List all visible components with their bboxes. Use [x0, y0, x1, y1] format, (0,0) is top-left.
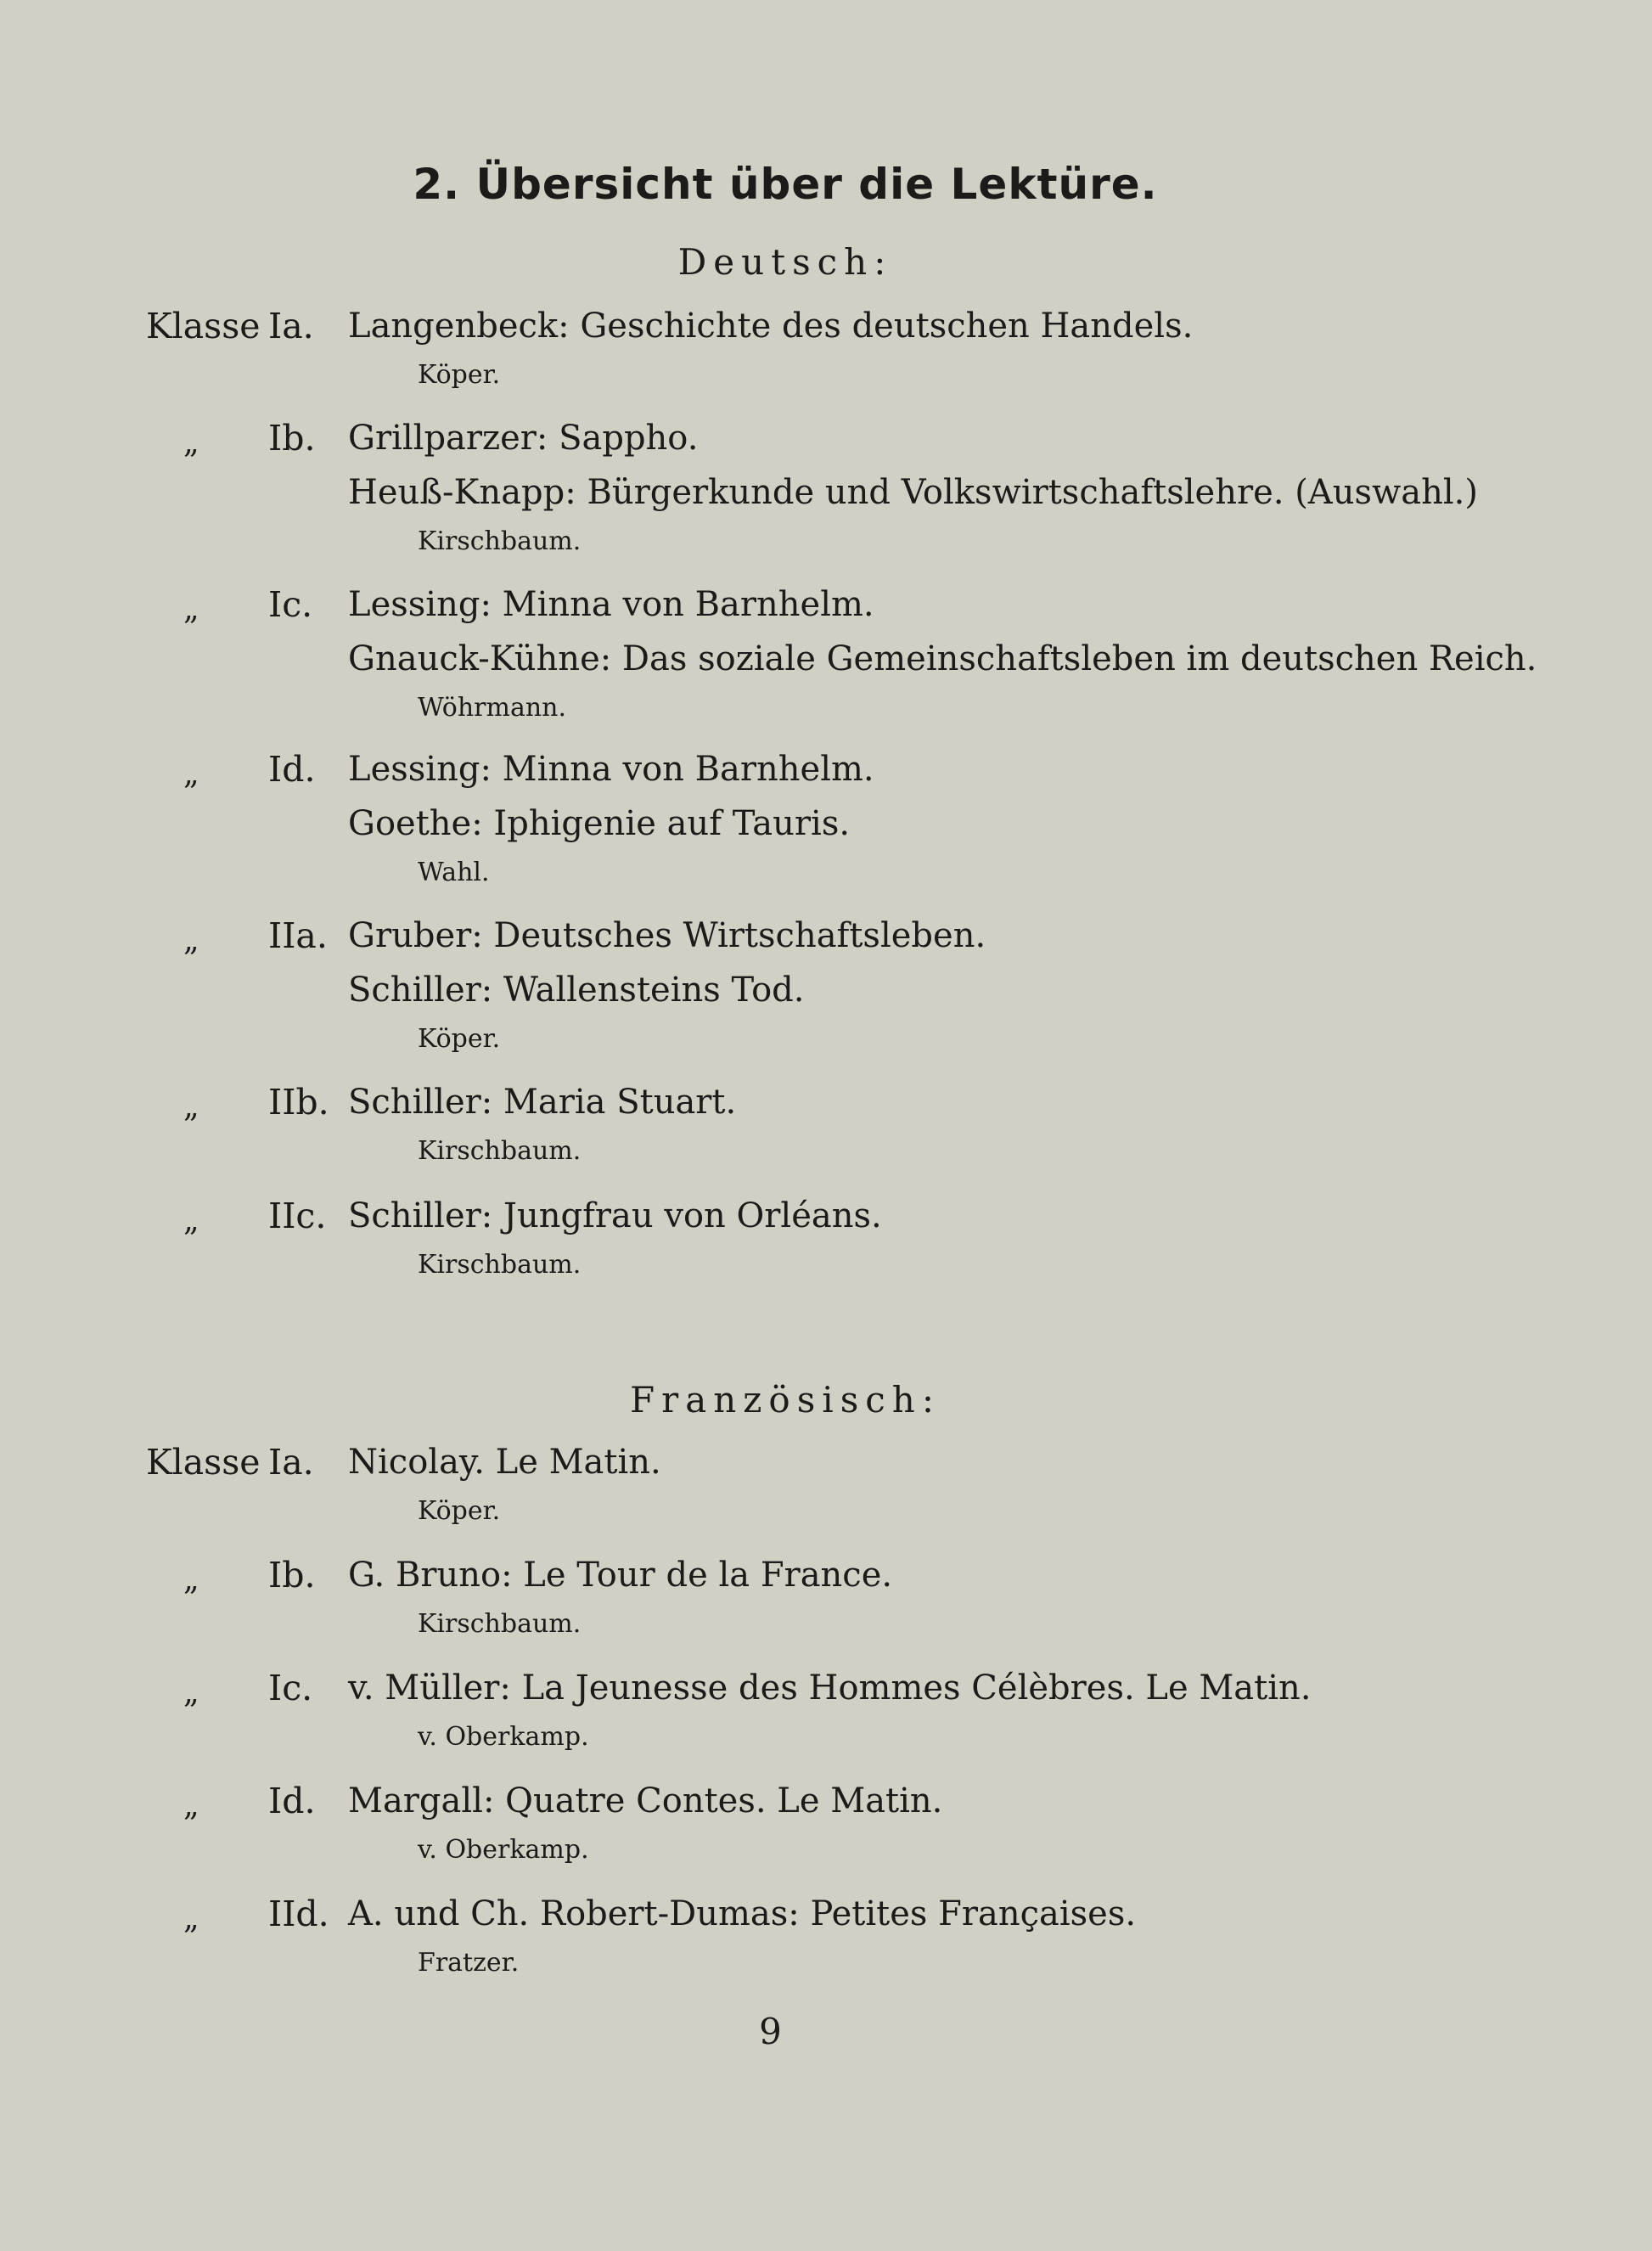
teacher-line — [0, 520, 1652, 564]
entry-line — [0, 963, 1652, 1017]
lecture-entry — [0, 1189, 1652, 1287]
lecture-entry — [0, 1887, 1652, 1985]
lecture-entry — [0, 909, 1652, 1061]
work-title: Schiller: Jungfrau von Orléans. — [348, 1196, 882, 1235]
ditto-mark: „ — [183, 923, 199, 958]
teacher-line — [0, 1602, 1652, 1646]
work-title: Goethe: Iphigenie auf Tauris. — [348, 804, 851, 843]
lecture-entry — [0, 742, 1652, 895]
page-heading: 2. Übersicht über die Lektüre. — [413, 160, 1158, 209]
class-label: IIa. — [268, 915, 328, 956]
class-label: IIb. — [268, 1082, 329, 1123]
entry-line — [0, 1887, 1652, 1941]
ditto-mark: „ — [183, 1203, 199, 1238]
lecture-entry — [0, 1548, 1652, 1646]
work-title: G. Bruno: Le Tour de la France. — [348, 1556, 893, 1595]
ditto-mark: „ — [183, 1675, 199, 1710]
lecture-entry — [0, 577, 1652, 730]
teacher-line — [0, 1489, 1652, 1533]
ditto-mark: „ — [183, 757, 199, 791]
work-title: Langenbeck: Geschichte des deutschen Handels. — [348, 307, 1194, 346]
entry-line — [0, 577, 1652, 632]
teacher-name: Fratzer. — [418, 1948, 520, 1978]
work-title: Heuß-Knapp: Bürgerkunde und Volkswirtschaftslehre. (Auswahl.) — [348, 473, 1478, 512]
teacher-name: v. Oberkamp. — [418, 1835, 589, 1865]
work-title: Lessing: Minna von Barnhelm. — [348, 750, 874, 789]
teacher-line — [0, 1828, 1652, 1872]
teacher-line — [0, 1715, 1652, 1759]
class-label: Ia. — [268, 306, 314, 346]
class-label: Ic. — [268, 1668, 313, 1708]
teacher-name: Köper. — [418, 360, 501, 390]
class-prefix: Klasse — [146, 306, 261, 346]
class-label: Id. — [268, 1781, 316, 1821]
teacher-name: Wahl. — [418, 858, 490, 887]
entry-line — [0, 742, 1652, 796]
ditto-mark: „ — [183, 1901, 199, 1936]
work-title: Gruber: Deutsches Wirtschaftsleben. — [348, 916, 986, 955]
class-label: Id. — [268, 749, 316, 790]
entry-line — [0, 796, 1652, 851]
teacher-name: Kirschbaum. — [418, 1136, 582, 1166]
work-title: A. und Ch. Robert-Dumas: Petites Françaises. — [348, 1894, 1137, 1933]
class-label: IIc. — [268, 1196, 327, 1236]
work-title: Nicolay. Le Matin. — [348, 1443, 661, 1482]
class-label: IId. — [268, 1894, 329, 1934]
teacher-line — [0, 1243, 1652, 1287]
work-title: Grillparzer: Sappho. — [348, 419, 699, 458]
teacher-line — [0, 1941, 1652, 1985]
teacher-line — [0, 1017, 1652, 1061]
lecture-entry — [0, 1435, 1652, 1533]
teacher-name: Kirschbaum. — [418, 1250, 582, 1280]
entry-line — [0, 1189, 1652, 1243]
ditto-mark: „ — [183, 1788, 199, 1823]
class-label: Ib. — [268, 418, 316, 459]
class-prefix: Klasse — [146, 1442, 261, 1483]
ditto-mark: „ — [183, 425, 199, 460]
entry-line — [0, 909, 1652, 963]
class-label: Ic. — [268, 584, 313, 625]
work-title: Margall: Quatre Contes. Le Matin. — [348, 1781, 943, 1820]
teacher-line — [0, 1129, 1652, 1173]
entry-line — [0, 1774, 1652, 1828]
ditto-mark: „ — [183, 1562, 199, 1597]
lecture-entry — [0, 299, 1652, 397]
teacher-name: Köper. — [418, 1496, 501, 1526]
entry-line — [0, 411, 1652, 465]
teacher-name: Kirschbaum. — [418, 1609, 582, 1639]
section-title-french: Französisch: — [630, 1379, 941, 1421]
teacher-name: Köper. — [418, 1024, 501, 1054]
entry-line — [0, 1548, 1652, 1602]
entry-line — [0, 465, 1652, 520]
teacher-name: Wöhrmann. — [418, 693, 567, 723]
work-title: Schiller: Wallensteins Tod. — [348, 971, 805, 1010]
teacher-line — [0, 353, 1652, 397]
work-title: Schiller: Maria Stuart. — [348, 1083, 737, 1122]
class-label: Ia. — [268, 1442, 314, 1483]
entry-line — [0, 1075, 1652, 1129]
teacher-name: Kirschbaum. — [418, 526, 582, 556]
entry-line — [0, 632, 1652, 686]
lecture-entry — [0, 1075, 1652, 1173]
teacher-line — [0, 851, 1652, 895]
ditto-mark: „ — [183, 1089, 199, 1124]
work-title: Lessing: Minna von Barnhelm. — [348, 585, 874, 624]
lecture-entry — [0, 1774, 1652, 1872]
page-number: 9 — [759, 2011, 782, 2052]
teacher-name: v. Oberkamp. — [418, 1722, 589, 1752]
entry-line — [0, 1435, 1652, 1489]
work-title: Gnauck-Kühne: Das soziale Gemeinschaftsleben im deutschen Reich. — [348, 639, 1537, 678]
entry-line — [0, 299, 1652, 353]
work-title: v. Müller: La Jeunesse des Hommes Célèbres. Le Matin. — [348, 1669, 1312, 1708]
lecture-entry — [0, 1661, 1652, 1759]
class-label: Ib. — [268, 1555, 316, 1595]
entry-line — [0, 1661, 1652, 1715]
teacher-line — [0, 686, 1652, 730]
ditto-mark: „ — [183, 592, 199, 627]
section-title-german: Deutsch: — [677, 241, 893, 283]
lecture-entry — [0, 411, 1652, 564]
